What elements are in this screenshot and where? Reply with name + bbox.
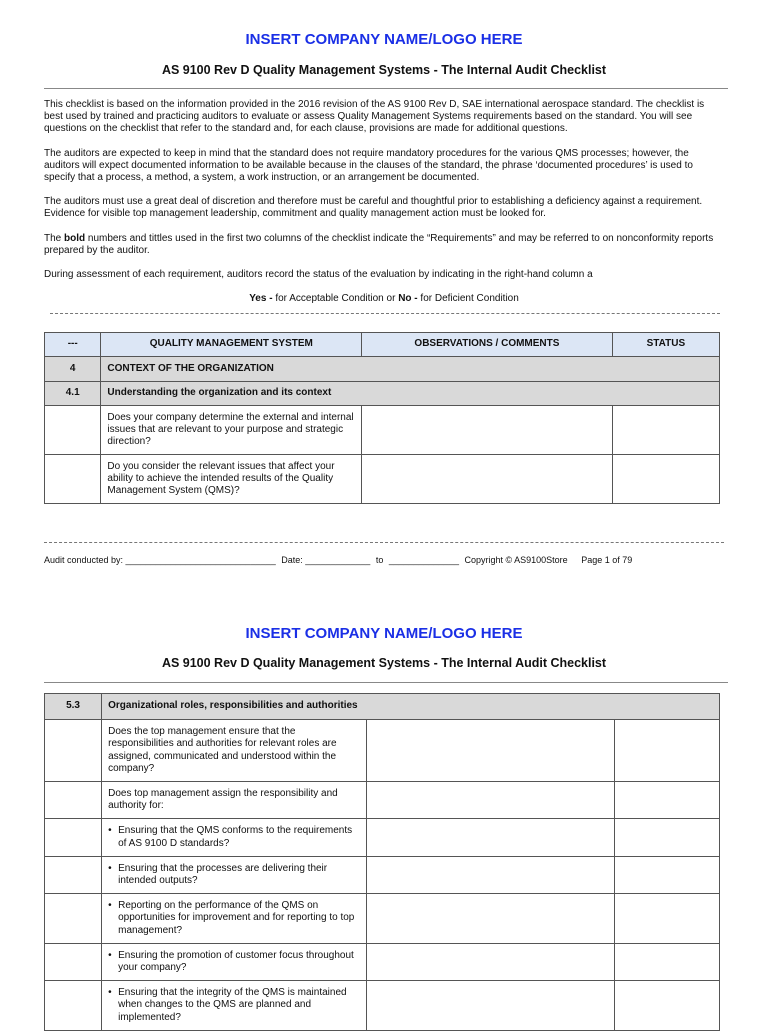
observations-cell[interactable] <box>367 720 615 782</box>
section-title: CONTEXT OF THE ORGANIZATION <box>101 357 720 382</box>
header-number: --- <box>45 333 101 357</box>
row-number-cell <box>45 819 102 857</box>
status-cell[interactable] <box>614 944 719 981</box>
status-cell[interactable] <box>614 782 719 819</box>
observations-cell[interactable] <box>367 782 615 819</box>
observations-cell[interactable] <box>367 944 615 981</box>
intro-paragraph-4: The bold numbers and tittles used in the first two columns of the checklist indicate the “Requirements” and may be referred to on nonconformity reports prepared by the auditor. <box>44 232 714 256</box>
table-row <box>45 857 720 894</box>
header-qms: QUALITY MANAGEMENT SYSTEM <box>101 333 362 357</box>
footer-dashed-divider <box>44 542 724 543</box>
subsection-row <box>45 382 720 406</box>
audit-to-label: to <box>375 555 384 565</box>
observations-cell[interactable] <box>367 981 615 1031</box>
intro-text <box>44 99 724 317</box>
checklist-table-1 <box>44 332 720 504</box>
bullet-icon: • <box>108 825 112 837</box>
header-observations: OBSERVATIONS / COMMENTS <box>362 333 613 357</box>
table-row <box>45 819 720 857</box>
row-number-cell <box>45 782 102 819</box>
question-cell: Do you consider the relevant issues that affect your ability to achieve the intended results of the Quality Management System (QMS)? <box>101 455 362 504</box>
row-number-cell <box>45 981 102 1031</box>
bullet-icon: • <box>108 900 112 912</box>
audit-to-blank: ______________ <box>388 555 459 565</box>
table-row <box>45 720 720 782</box>
audit-conducted-by: Audit conducted by: ______________________________ <box>44 555 276 565</box>
intro-paragraph-2: The auditors are expected to keep in mind that the standard does not require mandatory procedures for the various QMS processes; however, the auditors will expect documented information to be available because in the clauses of the standard, the phrase ‘documented procedures’ is used to specify that a process, a method, a system, a work instruction, or an arrangement be documented. <box>44 147 693 184</box>
bullet-icon: • <box>108 987 112 999</box>
subsection-number: 4.1 <box>45 382 101 406</box>
subsection-title: Organizational roles, responsibilities and authorities <box>102 694 720 720</box>
table-row <box>45 944 720 981</box>
bullet-question-cell: • Ensuring that the processes are delivering their intended outputs? <box>102 857 367 894</box>
company-name-placeholder: INSERT COMPANY NAME/LOGO HERE <box>245 31 523 48</box>
bullet-icon: • <box>108 862 112 874</box>
document-title: AS 9100 Rev D Quality Management Systems - The Internal Audit Checklist <box>161 656 607 670</box>
status-legend: Yes - for Acceptable Condition or No - for Deficient Condition <box>249 293 519 305</box>
observations-cell[interactable] <box>367 894 615 944</box>
row-number-cell <box>45 455 101 504</box>
document-title: AS 9100 Rev D Quality Management Systems - The Internal Audit Checklist <box>161 63 607 77</box>
intro-dashed-divider <box>50 313 720 314</box>
bullet-question-cell: • Ensuring that the QMS conforms to the requirements of AS 9100 D standards? <box>102 819 367 857</box>
row-number-cell <box>45 857 102 894</box>
status-cell[interactable] <box>614 720 719 782</box>
row-number-cell <box>45 720 102 782</box>
audit-date: Date: _____________ <box>281 555 371 565</box>
header-divider <box>44 88 728 89</box>
table-row <box>45 406 720 455</box>
subsection-row <box>45 694 720 720</box>
status-cell[interactable] <box>614 819 719 857</box>
page-number: Page 1 of 79 <box>581 555 633 565</box>
bullet-question-cell: • Reporting on the performance of the QMS on opportunities for improvement and for reporting to top management? <box>102 894 367 944</box>
status-cell[interactable] <box>612 406 719 455</box>
status-cell[interactable] <box>614 894 719 944</box>
page-footer <box>44 555 724 565</box>
section-row <box>45 357 720 382</box>
observations-cell[interactable] <box>362 406 613 455</box>
status-cell[interactable] <box>614 857 719 894</box>
row-number-cell <box>45 894 102 944</box>
observations-cell[interactable] <box>367 819 615 857</box>
row-number-cell <box>45 406 101 455</box>
table-row <box>45 455 720 504</box>
question-cell: Does the top management ensure that the responsibilities and authorities for relevant roles are assigned, communicated and understood within the company? <box>102 720 367 782</box>
table-row <box>45 981 720 1031</box>
table-header-row <box>45 333 720 357</box>
subsection-title: Understanding the organization and its context <box>101 382 720 406</box>
header-status: STATUS <box>612 333 719 357</box>
question-cell: Does your company determine the external and internal issues that are relevant to your purpose and strategic direction? <box>101 406 362 455</box>
row-number-cell <box>45 944 102 981</box>
question-cell: Does top management assign the responsibility and authority for: <box>102 782 367 819</box>
intro-paragraph-1: This checklist is based on the information provided in the 2016 revision of the AS 9100 Rev D, SAE international aerospace standard. The checklist is best used by trained and practicing auditors to evaluate or assess Quality Management Systems requirements based on the standard. You will see questions on the checklist that refer to the standard and, for each clause, provisions are made for additional questions. <box>44 99 705 135</box>
company-name-placeholder: INSERT COMPANY NAME/LOGO HERE <box>245 625 523 642</box>
bullet-icon: • <box>108 949 112 961</box>
observations-cell[interactable] <box>367 857 615 894</box>
table-row <box>45 782 720 819</box>
status-cell[interactable] <box>614 981 719 1031</box>
table-row <box>45 894 720 944</box>
bullet-question-cell: • Ensuring the promotion of customer focus throughout your company? <box>102 944 367 981</box>
header-divider <box>44 682 728 683</box>
observations-cell[interactable] <box>362 455 613 504</box>
section-number: 4 <box>45 357 101 382</box>
checklist-table-2 <box>44 693 720 1031</box>
status-cell[interactable] <box>612 455 719 504</box>
copyright: Copyright © AS9100Store <box>464 555 568 565</box>
intro-paragraph-3: The auditors must use a great deal of discretion and therefore must be careful and thoughtful prior to establishing a deficiency against a requirement. Evidence for visible top management leadership, commitment and quality management action must be looked for. <box>44 196 703 220</box>
intro-paragraph-5: During assessment of each requirement, auditors record the status of the evaluation by indicating in the right-hand column a <box>44 269 593 281</box>
bullet-question-cell: • Ensuring that the integrity of the QMS is maintained when changes to the QMS are planned and implemented? <box>102 981 367 1031</box>
subsection-number: 5.3 <box>45 694 102 720</box>
